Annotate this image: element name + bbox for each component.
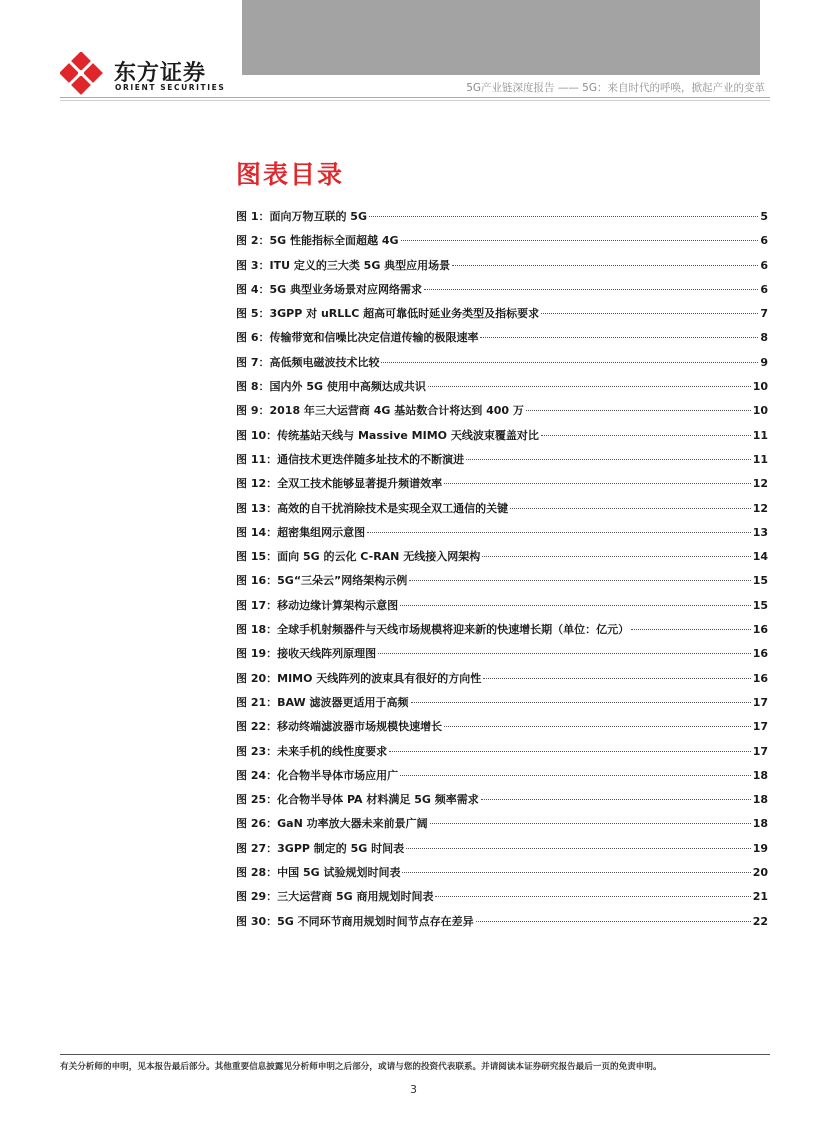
company-logo xyxy=(60,52,230,94)
footer-divider xyxy=(60,1054,770,1055)
toc-dot-leader xyxy=(526,410,751,411)
toc-entry[interactable] xyxy=(236,548,768,572)
toc-entry[interactable] xyxy=(236,305,768,329)
toc-entry[interactable] xyxy=(236,378,768,402)
toc-entry-page: 17 xyxy=(752,695,768,709)
toc-entry-page: 22 xyxy=(752,914,768,928)
toc-dot-leader xyxy=(378,653,751,654)
toc-entry-label: 图 9：2018 年三大运营商 4G 基站数合计将达到 400 万 xyxy=(236,404,524,418)
toc-entry-label: 图 7：高低频电磁波技术比较 xyxy=(236,355,380,369)
toc-entry-page: 16 xyxy=(752,623,768,637)
toc-entry-page: 21 xyxy=(752,890,768,904)
toc-entry-label: 图 1：面向万物互联的 5G xyxy=(236,210,367,223)
toc-entry-page: 7 xyxy=(760,307,768,321)
toc-entry-label: 图 29：三大运营商 5G 商用规划时间表 xyxy=(236,890,434,904)
toc-entry-label: 图 28：中国 5G 试验规划时间表 xyxy=(236,866,401,880)
header-gray-block xyxy=(242,0,760,75)
toc-dot-leader xyxy=(424,289,758,290)
footer-disclaimer: 有关分析师的申明，见本报告最后部分。其他重要信息披露见分析师申明之后部分，或请与您的投资代表联系。并请阅读本证券研究报告最后一页的免责申明。 xyxy=(60,1062,662,1072)
toc-entry-label: 图 5：3GPP 对 uRLLC 超高可靠低时延业务类型及指标要求 xyxy=(236,307,540,321)
toc-entry-label: 图 16：5G“三朵云”网络架构示例 xyxy=(236,574,408,588)
toc-entry[interactable] xyxy=(236,500,768,524)
toc-dot-leader xyxy=(510,508,751,509)
toc-entry-label: 图 10：传统基站天线与 Massive MIMO 天线波束覆盖对比 xyxy=(236,428,539,442)
toc-dot-leader xyxy=(541,435,751,436)
toc-dot-leader xyxy=(482,556,750,557)
toc-entry-label: 图 8：国内外 5G 使用中高频达成共识 xyxy=(236,380,426,394)
table-of-figures xyxy=(236,208,768,937)
toc-entry[interactable] xyxy=(236,840,768,864)
toc-dot-leader xyxy=(483,678,750,679)
page-title: 图表目录 xyxy=(236,160,345,189)
logo-chinese-name: 东方证券 xyxy=(114,61,207,86)
toc-dot-leader xyxy=(476,921,751,922)
toc-dot-leader xyxy=(411,702,751,703)
toc-dot-leader xyxy=(400,605,751,606)
toc-entry-page: 6 xyxy=(760,234,768,248)
toc-entry[interactable] xyxy=(236,645,768,669)
toc-dot-leader xyxy=(631,629,751,630)
toc-dot-leader xyxy=(381,362,758,363)
toc-entry-label: 图 21：BAW 滤波器更适用于高频 xyxy=(236,695,409,709)
toc-entry-label: 图 24：化合物半导体市场应用广 xyxy=(236,768,399,782)
toc-entry[interactable] xyxy=(236,621,768,645)
toc-entry[interactable] xyxy=(236,427,768,451)
toc-entry-label: 图 4：5G 典型业务场景对应网络需求 xyxy=(236,282,422,296)
header-divider xyxy=(60,97,770,98)
toc-entry[interactable] xyxy=(236,888,768,912)
page-number: 3 xyxy=(410,1083,417,1096)
toc-entry-page: 8 xyxy=(760,331,768,345)
toc-entry-page: 9 xyxy=(760,355,768,369)
toc-entry-label: 图 15：面向 5G 的云化 C-RAN 无线接入网架构 xyxy=(236,550,481,564)
toc-entry-label: 图 22：移动终端滤波器市场规模快速增长 xyxy=(236,720,443,734)
toc-entry-label: 图 17：移动边缘计算架构示意图 xyxy=(236,598,399,612)
toc-entry-page: 17 xyxy=(752,720,768,734)
toc-entry[interactable] xyxy=(236,670,768,694)
toc-entry-page: 11 xyxy=(752,452,768,466)
toc-entry-page: 6 xyxy=(760,282,768,296)
toc-dot-leader xyxy=(452,265,758,266)
toc-dot-leader xyxy=(406,848,751,849)
toc-entry[interactable] xyxy=(236,208,768,232)
toc-dot-leader xyxy=(389,751,751,752)
toc-entry[interactable] xyxy=(236,743,768,767)
toc-entry-page: 16 xyxy=(752,647,768,661)
toc-entry[interactable] xyxy=(236,694,768,718)
toc-dot-leader xyxy=(466,459,751,460)
toc-dot-leader xyxy=(367,532,751,533)
toc-entry-page: 17 xyxy=(752,744,768,758)
toc-entry-page: 18 xyxy=(752,817,768,831)
toc-dot-leader xyxy=(481,799,751,800)
toc-entry-label: 图 13：高效的自干扰消除技术是实现全双工通信的关键 xyxy=(236,501,509,515)
logo-english-name: ORIENT SECURITIES xyxy=(115,83,226,92)
toc-entry-label: 图 19：接收天线阵列原理图 xyxy=(236,647,377,661)
toc-entry-label: 图 11：通信技术更迭伴随多址技术的不断演进 xyxy=(236,452,465,466)
toc-dot-leader xyxy=(541,313,758,314)
toc-dot-leader xyxy=(444,483,751,484)
toc-entry[interactable] xyxy=(236,451,768,475)
toc-entry[interactable] xyxy=(236,257,768,281)
toc-entry-page: 12 xyxy=(752,477,768,491)
toc-entry[interactable] xyxy=(236,281,768,305)
toc-entry-page: 5 xyxy=(760,210,768,223)
toc-entry-page: 10 xyxy=(752,380,768,394)
toc-entry-page: 14 xyxy=(752,550,768,564)
toc-entry[interactable] xyxy=(236,232,768,256)
toc-entry-page: 15 xyxy=(752,598,768,612)
toc-entry[interactable] xyxy=(236,354,768,378)
toc-entry[interactable] xyxy=(236,524,768,548)
toc-dot-leader xyxy=(435,896,750,897)
toc-dot-leader xyxy=(430,823,751,824)
toc-dot-leader xyxy=(401,240,759,241)
toc-entry-page: 11 xyxy=(752,428,768,442)
toc-entry-page: 12 xyxy=(752,501,768,515)
toc-entry[interactable] xyxy=(236,402,768,426)
toc-entry[interactable] xyxy=(236,597,768,621)
toc-entry-page: 15 xyxy=(752,574,768,588)
toc-entry-label: 图 27：3GPP 制定的 5G 时间表 xyxy=(236,841,405,855)
toc-entry-page: 16 xyxy=(752,671,768,685)
toc-entry[interactable] xyxy=(236,864,768,888)
toc-dot-leader xyxy=(369,216,758,217)
toc-entry[interactable] xyxy=(236,815,768,839)
toc-entry-label: 图 6：传输带宽和信噪比决定信道传输的极限速率 xyxy=(236,331,479,345)
toc-entry[interactable] xyxy=(236,718,768,742)
toc-entry-label: 图 26：GaN 功率放大器未来前景广阔 xyxy=(236,817,428,831)
toc-entry[interactable] xyxy=(236,767,768,791)
toc-dot-leader xyxy=(444,726,751,727)
toc-entry-label: 图 2：5G 性能指标全面超越 4G xyxy=(236,234,399,248)
toc-dot-leader xyxy=(428,386,751,387)
toc-entry[interactable] xyxy=(236,329,768,353)
toc-entry-page: 6 xyxy=(760,258,768,272)
toc-entry[interactable] xyxy=(236,572,768,596)
toc-entry-label: 图 18：全球手机射频器件与天线市场规模将迎来新的快速增长期（单位：亿元） xyxy=(236,623,630,637)
toc-entry-label: 图 20：MIMO 天线阵列的波束具有很好的方向性 xyxy=(236,671,482,685)
orient-logo-icon xyxy=(60,52,104,96)
toc-entry-label: 图 14：超密集组网示意图 xyxy=(236,525,366,539)
toc-entry-page: 19 xyxy=(752,841,768,855)
toc-entry[interactable] xyxy=(236,791,768,815)
toc-dot-leader xyxy=(409,580,750,581)
toc-entry-page: 10 xyxy=(752,404,768,418)
report-header-title: 5G产业链深度报告 —— 5G：来自时代的呼唤，掀起产业的变革 xyxy=(466,82,765,94)
toc-entry-label: 图 3：ITU 定义的三大类 5G 典型应用场景 xyxy=(236,258,451,272)
toc-entry-label: 图 30：5G 不同环节商用规划时间节点存在差异 xyxy=(236,914,474,928)
toc-entry-label: 图 12：全双工技术能够显著提升频谱效率 xyxy=(236,477,443,491)
toc-dot-leader xyxy=(402,872,750,873)
toc-entry-page: 13 xyxy=(752,525,768,539)
toc-dot-leader xyxy=(400,775,751,776)
toc-entry-page: 20 xyxy=(752,866,768,880)
toc-entry[interactable] xyxy=(236,913,768,937)
toc-entry-label: 图 25：化合物半导体 PA 材料满足 5G 频率需求 xyxy=(236,793,479,807)
toc-entry-page: 18 xyxy=(752,768,768,782)
toc-dot-leader xyxy=(480,337,758,338)
toc-entry[interactable] xyxy=(236,475,768,499)
toc-entry-page: 18 xyxy=(752,793,768,807)
header-divider-secondary xyxy=(60,100,770,101)
toc-entry-label: 图 23：未来手机的线性度要求 xyxy=(236,744,388,758)
